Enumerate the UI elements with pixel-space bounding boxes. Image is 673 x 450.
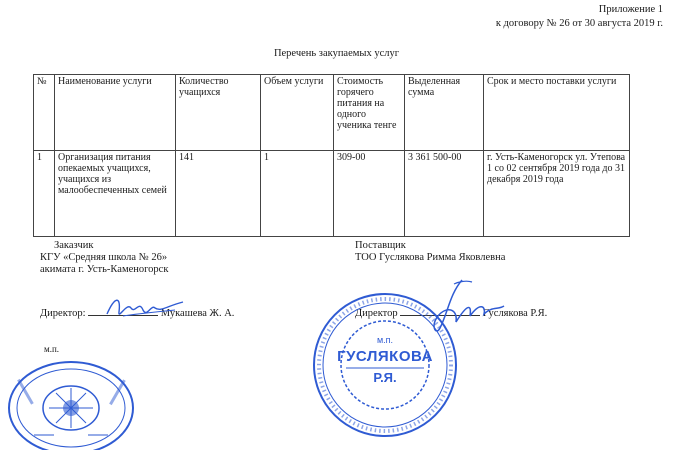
- appendix-label: Приложение 1: [598, 4, 663, 15]
- customer-label: Заказчик: [54, 240, 94, 251]
- cell-meal-cost: 309-00: [334, 151, 405, 237]
- supplier-label: Поставщик: [355, 240, 406, 251]
- table-row: [34, 151, 630, 237]
- supplier-stamp-name: ГУСЛЯКОВА: [337, 348, 433, 365]
- contract-reference: к договору № 26 от 30 августа 2019 г.: [495, 18, 663, 29]
- supplier-stamp-mark: м.п.: [376, 335, 394, 345]
- header-allocated-sum: Выделенная сумма: [405, 75, 484, 151]
- cell-number: 1: [34, 151, 55, 237]
- header-number: №: [34, 75, 55, 151]
- services-table: [33, 74, 630, 237]
- supplier-stamp: [310, 290, 460, 440]
- customer-org: КГУ «Средняя школа № 26»: [40, 252, 168, 263]
- customer-stamp: [4, 338, 139, 450]
- customer-stamp-mark: м.п.: [44, 344, 60, 354]
- cell-volume: 1: [261, 151, 334, 237]
- supplier-director-name: Гуслякова Р.Я.: [482, 308, 548, 319]
- header-student-count: Количество учащихся: [176, 75, 261, 151]
- header-term-place: Срок и место поставки услуги: [484, 75, 630, 151]
- customer-block: [40, 240, 168, 276]
- cell-allocated-sum: 3 361 500-00: [405, 151, 484, 237]
- table-header-row: [34, 75, 630, 151]
- header-volume: Объем услуги: [261, 75, 334, 151]
- cell-term-place: г. Усть-Каменогорск ул. Утепова 1 со 02 сентября 2019 года до 31 декабря 2019 года: [484, 151, 630, 237]
- document-title: Перечень закупаемых услуг: [273, 48, 400, 59]
- header-meal-cost: Стоимость горячего питания на одного ученика тенге: [334, 75, 405, 151]
- cell-student-count: 141: [176, 151, 261, 237]
- customer-akimat: акимата г. Усть-Каменогорск: [40, 264, 169, 275]
- customer-director-label: Директор:: [40, 308, 86, 319]
- customer-signature: [105, 292, 185, 326]
- customer-director-name: Мукашева Ж. А.: [160, 308, 235, 319]
- cell-service-name: Организация питания опекаемых учащихся, учащихся из малообеспеченных семей: [55, 151, 176, 237]
- supplier-director-label: Директор: [355, 308, 398, 319]
- supplier-block: [355, 240, 505, 264]
- supplier-org: ТОО Гуслякова Римма Яковлевна: [355, 252, 506, 263]
- supplier-stamp-initials: Р.Я.: [373, 370, 397, 385]
- header-service-name: Наименование услуги: [55, 75, 176, 151]
